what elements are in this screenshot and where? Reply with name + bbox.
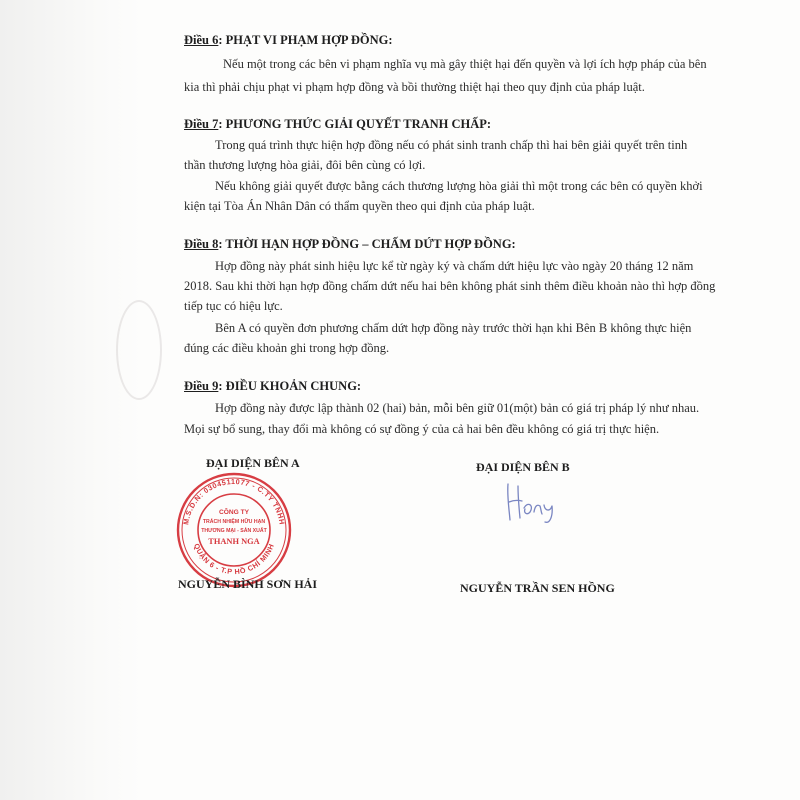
article-6-number: Điều 6 — [184, 33, 219, 47]
article-7-line: thần thương lượng hòa giải, đôi bên cùng có lợi. — [184, 158, 426, 172]
svg-text:THƯƠNG MẠI - SẢN XUẤT: THƯƠNG MẠI - SẢN XUẤT — [201, 528, 267, 534]
article-6-line: Nếu một trong các bên vi phạm nghĩa vụ mà gây thiệt hại đến quyền và lợi ích hợp pháp của bên — [223, 57, 707, 71]
article-9-heading — [184, 379, 361, 394]
article-9-line: Hợp đồng này được lập thành 02 (hai) bản, mỗi bên giữ 01(một) bản có giá trị pháp lý như nhau. — [215, 401, 700, 415]
svg-text:QUẬN 6 - T.P HỒ CHÍ MINH: QUẬN 6 - T.P HỒ CHÍ MINH — [192, 542, 276, 577]
article-7-line: Trong quá trình thực hiện hợp đồng nếu có phát sinh tranh chấp thì hai bên giải quyết trên tinh — [215, 138, 688, 152]
bleed-through-stamp — [116, 300, 162, 400]
article-6-title: : PHẠT VI PHẠM HỢP ĐỒNG: — [218, 33, 393, 47]
svg-text:TRÁCH NHIỆM HỮU HẠN: TRÁCH NHIỆM HỮU HẠN — [202, 519, 266, 525]
party-b-title: ĐẠI DIỆN BÊN B — [476, 460, 570, 474]
article-8-title: : THỜI HẠN HỢP ĐỒNG – CHẤM DỨT HỢP ĐỒNG: — [218, 237, 516, 251]
company-seal — [174, 470, 294, 590]
article-8-number: Điều 8 — [184, 237, 219, 251]
article-7-line: kiện tại Tòa Án Nhân Dân có thẩm quyền theo qui định của pháp luật. — [184, 199, 535, 213]
article-8-line: đúng các điều khoản ghi trong hợp đồng. — [184, 341, 390, 355]
article-9-title: : ĐIỀU KHOẢN CHUNG: — [218, 379, 362, 393]
article-6-line: kia thì phải chịu phạt vi phạm hợp đồng và bồi thường thiệt hại theo quy định của pháp luật. — [184, 80, 645, 94]
article-9-number: Điều 9 — [184, 379, 219, 393]
article-8-line: tiếp tục có hiệu lực. — [184, 299, 283, 313]
party-a-name: NGUYỄN BÌNH SƠN HẢI — [178, 577, 318, 591]
article-7-number: Điều 7 — [184, 117, 219, 131]
article-7-line: Nếu không giải quyết được bằng cách thương lượng hòa giải thì một trong các bên có quyền khởi — [215, 179, 703, 193]
article-7-title: : PHƯƠNG THỨC GIẢI QUYẾT TRANH CHẤP: — [218, 117, 492, 131]
party-b-signature — [500, 478, 560, 528]
page-shadow-edge — [0, 0, 142, 800]
article-8-line: Hợp đồng này phát sinh hiệu lực kể từ ngày ký và chấm dứt hiệu lực vào ngày 20 tháng 12 năm — [215, 259, 694, 273]
svg-text:M.S.D.N: 0304511077 - C.TY TNH: M.S.D.N: 0304511077 - C.TY TNHH — [181, 476, 287, 526]
article-6-heading — [184, 33, 393, 48]
article-7-heading — [184, 117, 491, 132]
article-9-line: Mọi sự bổ sung, thay đổi mà không có sự đồng ý của cả hai bên đều không có giá trị thực hiện. — [184, 422, 660, 436]
article-8-line: 2018. Sau khi thời hạn hợp đồng chấm dứt nếu hai bên không phát sinh thêm điều khoản nào thì hợp đồng — [184, 279, 716, 293]
svg-text:THANH NGA: THANH NGA — [208, 537, 260, 546]
article-8-heading — [184, 237, 516, 252]
svg-text:CÔNG TY: CÔNG TY — [218, 509, 250, 516]
party-a-title: ĐẠI DIỆN BÊN A — [206, 456, 300, 470]
article-8-line: Bên A có quyền đơn phương chấm dứt hợp đồng này trước thời hạn khi Bên B không thực hiện — [215, 321, 692, 335]
party-b-name: NGUYỄN TRẦN SEN HỒNG — [460, 581, 615, 595]
